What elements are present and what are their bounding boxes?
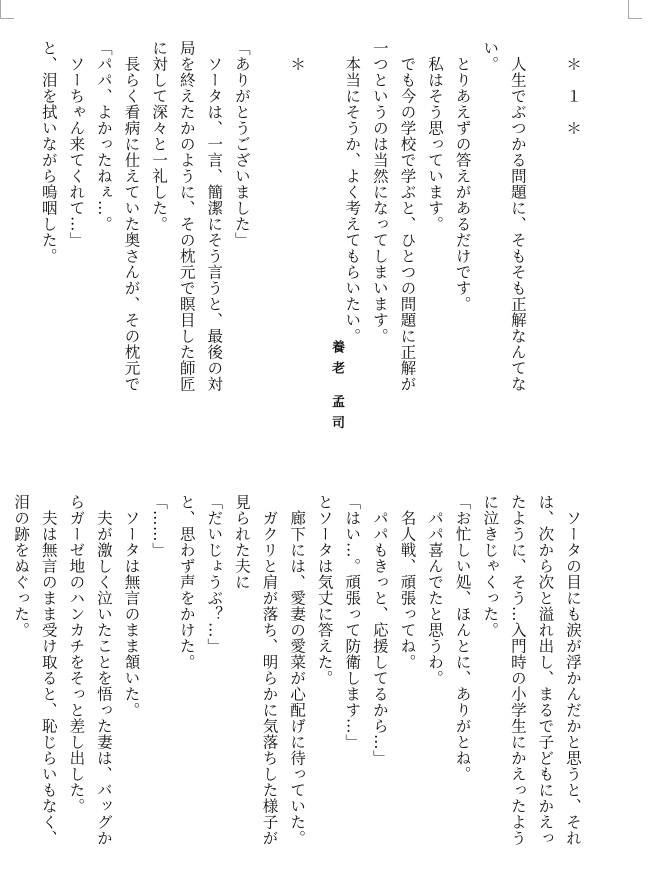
- text-line: ＊: [288, 40, 307, 72]
- crop-mark: [628, 0, 629, 18]
- text-line: 局を終えたかのように、その枕元で瞑目した師匠: [177, 40, 196, 392]
- text-line: 廊下には、愛妻の愛菜が心配げに待っていた。: [288, 494, 307, 846]
- text-line: 長らく看病に仕えていた奥さんが、その枕元で: [122, 40, 141, 392]
- text-line: に対して深々と一礼した。: [150, 40, 169, 232]
- text-line: 「はい…。頑張って防衛します…」: [343, 494, 362, 750]
- text-line: パパ喜んでたと思うわ。: [426, 494, 445, 686]
- text-line: 本当にそうか、よく考えてもらいたい。: [343, 40, 362, 344]
- text-line: とソータは気丈に答えた。: [315, 494, 334, 686]
- text-line: 人生でぶつかる問題に、そもそも正解なんてな: [508, 40, 527, 392]
- text-line: と、泪を拭いながら嗚咽した。: [39, 40, 58, 264]
- text-line: 「お忙しい処、ほんとに、ありがとね。: [453, 494, 472, 782]
- text-line: たように、そう…入門時の小学生にかえったよう: [508, 494, 527, 846]
- bottom-text-block: [7, 494, 586, 874]
- crop-mark: [0, 0, 1, 18]
- text-line: 私はそう思っています。: [426, 40, 445, 232]
- text-line: い。: [481, 40, 500, 72]
- text-line: パパもきっと、応援してるから…」: [370, 494, 389, 766]
- crop-mark: [628, 18, 642, 19]
- text-line: に泣きじゃくった。: [481, 494, 500, 638]
- text-line: [255, 40, 283, 440]
- text-line: ソータの目にも涙が浮かんだかと思うと、それ: [564, 494, 582, 846]
- text-line: は、次から次と溢れ出し、まるで子どもにかえっ: [536, 494, 555, 846]
- text-line: らガーゼ地のハンカチをそっと差し出した。: [67, 494, 86, 814]
- text-line: ソーちゃん来てくれて…」: [67, 40, 86, 248]
- text-line: 夫が激しく泣いたことを悟った妻は、バッグか: [94, 494, 113, 846]
- text-line: でも今の学校で学ぶと、ひとつの問題に正解が: [398, 40, 417, 392]
- text-line: 「……」: [150, 494, 169, 558]
- text-line: 一つというのは当然になってしまいます。: [370, 40, 389, 344]
- text-line: 「だいじょうぶ？…」: [205, 494, 224, 654]
- text-line: とりあえずの答えがあるだけです。: [453, 40, 472, 312]
- author-name: 養老 孟司: [329, 340, 344, 437]
- text-line: 「ありがとうございました」: [232, 40, 251, 248]
- text-line: 夫は無言のまま受け取ると、恥じらいもなく、: [39, 494, 58, 846]
- text-line: 泪の跡をぬぐった。: [12, 494, 31, 638]
- text-line: 見られた夫に: [232, 494, 251, 590]
- crop-mark: [0, 18, 14, 19]
- text-line: ＊ １ ＊: [564, 40, 582, 136]
- text-line: ソータは無言のまま頷いた。: [122, 494, 141, 718]
- text-line: 「パパ、よかったねぇ…。: [94, 40, 113, 232]
- text-line: ガクリと肩が落ち、明らかに気落ちした様子が: [260, 494, 279, 846]
- text-line: [531, 40, 559, 440]
- top-text-block: [34, 40, 586, 440]
- text-line: 名人戦、頑張ってね。: [398, 494, 417, 670]
- text-line: と、思わず声をかけた。: [177, 494, 196, 670]
- text-line: ソータは、一言、簡潔にそう言うと、最後の対: [205, 40, 224, 392]
